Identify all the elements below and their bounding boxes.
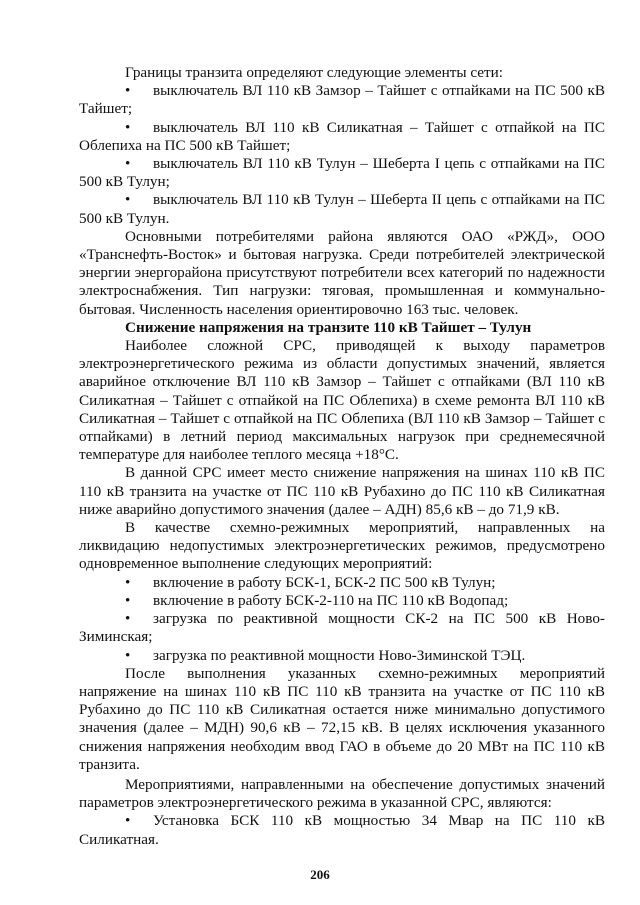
bullet-icon: •	[125, 610, 131, 628]
list-item	[79, 574, 605, 592]
bullet-icon: •	[125, 155, 131, 173]
list-item	[79, 155, 605, 191]
list-item-text: выключатель ВЛ 110 кВ Замзор – Тайшет с отпайками на ПС 500 кВ Тайшет;	[79, 82, 605, 118]
page-number: 206	[310, 867, 330, 882]
body-paragraph: Мероприятиями, направленными на обеспечение допустимых значений параметров электроэнергетического режима в указанной СРС, являются:	[79, 775, 605, 812]
list-item-text: выключатель ВЛ 110 кВ Тулун – Шеберта I цепь с отпайками на ПС 500 кВ Тулун;	[79, 155, 605, 191]
list-item	[79, 191, 605, 227]
section-heading: Снижение напряжения на транзите 110 кВ Тайшет – Тулун	[125, 318, 532, 336]
list-item-text: Установка БСК 110 кВ мощностью 34 Мвар на ПС 110 кВ Силикатная.	[79, 812, 605, 848]
list-item-text: включение в работу БСК-2-110 на ПС 110 кВ Водопад;	[153, 591, 509, 609]
body-paragraph: После выполнения указанных схемно-режимных мероприятий напряжение на шинах 110 кВ ПС 110 кВ транзита на участке от ПС 110 кВ Рубахино до ПС 110 кВ Силикатная остается ниже минимально допустимого значения (далее – МДН) 90,6 кВ – 72,15 кВ. В целях исключения указанного снижения напряжения необходим ввод ГАО в объеме до 20 МВт на ПС 110 кВ транзита.	[79, 664, 605, 773]
consumers-paragraph: Основными потребителями района являются ОАО «РЖД», ООО «Транснефть-Восток» и бытовая нагрузка. Среди потребителей электрической энергии энергорайона присутствуют потребители всех категорий по надежности электроснабжения. Тип нагрузки: тяговая, промышленная и коммунально-бытовая. Численность населения ориентировочно 163 тыс. человек.	[79, 227, 605, 318]
bullet-icon: •	[125, 82, 131, 100]
body-paragraph: В данной СРС имеет место снижение напряжения на шинах 110 кВ ПС 110 кВ транзита на участке от ПС 110 кВ Рубахино до ПС 110 кВ Силикатная ниже аварийно допустимого значения (далее – АДН) 85,6 кВ – до 71,9 кВ.	[79, 464, 605, 518]
bullet-icon: •	[125, 573, 131, 591]
transit-boundary-intro: Границы транзита определяют следующие элементы сети:	[125, 64, 504, 81]
list-item	[79, 82, 605, 118]
body-paragraph: Наиболее сложной СРС, приводящей к выходу параметров электроэнергетического режима из области допустимых значений, является аварийное отключение ВЛ 110 кВ Замзор – Тайшет с отпайками (ВЛ 110 кВ Силикатная – Тайшет с отпайкой на ПС Облепиха) в схеме ремонта ВЛ 110 кВ Силикатная – Тайшет с отпайкой на ПС Облепиха (ВЛ 110 кВ Замзор – Тайшет с отпайками) в летний период максимальных нагрузок при среднемесячной температуре для наиболее теплого месяца +18°С.	[79, 337, 605, 464]
bullet-icon: •	[125, 812, 131, 830]
list-item-text: включение в работу БСК-1, БСК-2 ПС 500 кВ Тулун;	[153, 573, 496, 591]
bullet-icon: •	[125, 191, 131, 209]
page-body	[79, 64, 605, 849]
list-item	[79, 812, 605, 848]
list-item	[79, 592, 605, 610]
boundary-bullet-list	[79, 82, 605, 228]
body-paragraph: В качестве схемно-режимных мероприятий, направленных на ликвидацию недопустимых электроэнергетических режимов, предусмотрено одновременное выполнение следующих мероприятий:	[79, 519, 605, 573]
list-item	[79, 610, 605, 646]
list-item-text: загрузка по реактивной мощности Ново-Зиминской ТЭЦ.	[153, 646, 526, 664]
bullet-icon: •	[125, 118, 131, 136]
bullet-icon: •	[125, 646, 131, 664]
bullet-icon: •	[125, 591, 131, 609]
final-bullet-list	[79, 812, 605, 848]
list-item-text: выключатель ВЛ 110 кВ Тулун – Шеберта II цепь с отпайками на ПС 500 кВ Тулун.	[79, 191, 605, 227]
list-item-text: выключатель ВЛ 110 кВ Силикатная – Тайшет с отпайкой на ПС Облепиха на ПС 500 кВ Тайшет;	[79, 118, 605, 154]
list-item	[79, 647, 605, 665]
measures-bullet-list	[79, 574, 605, 665]
list-item	[79, 119, 605, 155]
list-item-text: загрузка по реактивной мощности СК-2 на ПС 500 кВ Ново-Зиминская;	[79, 610, 605, 646]
